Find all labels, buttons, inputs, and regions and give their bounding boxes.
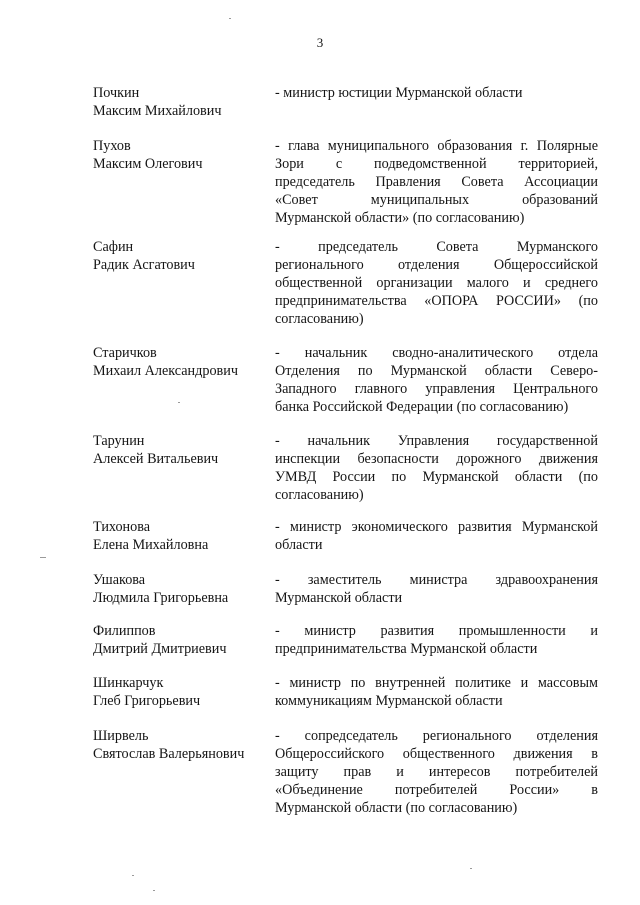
position-line: Мурманской области (по согласованию): [275, 800, 518, 816]
member-name: [93, 432, 268, 468]
member-position: [275, 622, 598, 658]
position-line: инспекции безопасности дорожного движения: [275, 451, 598, 467]
position-line: - министр развития промышленности и: [275, 623, 598, 639]
position-line: защиту прав и интересов потребителей: [275, 764, 598, 780]
member-name: [93, 518, 268, 554]
scan-speck: [178, 402, 180, 403]
position-line: Отделения по Мурманской области Северо-: [275, 363, 598, 379]
member-name: [93, 674, 268, 710]
member-given-names: Алексей Витальевич: [93, 451, 219, 467]
position-line: председатель Правления Совета Ассоциации: [275, 174, 598, 190]
position-line: - сопредседатель регионального отделения: [275, 728, 598, 744]
member-name: [93, 622, 268, 658]
member-given-names: Глеб Григорьевич: [93, 693, 201, 709]
position-line: банка Российской Федерации (по согласованию): [275, 399, 569, 415]
member-position: [275, 432, 598, 504]
position-line: «Объединение потребителей России» в: [275, 782, 598, 798]
member-surname: Филиппов: [93, 623, 156, 639]
member-position: [275, 518, 598, 554]
position-line: УМВД России по Мурманской области (по: [275, 469, 598, 485]
scan-speck: [470, 868, 472, 869]
member-given-names: Радик Асгатович: [93, 257, 195, 273]
position-line: - глава муниципального образования г. Полярные: [275, 138, 598, 154]
member-surname: Старичков: [93, 345, 157, 361]
member-surname: Почкин: [93, 85, 140, 101]
position-line: Зори с подведомственной территорией,: [275, 156, 598, 172]
member-surname: Ширвель: [93, 728, 149, 744]
position-line: регионального отделения Общероссийской: [275, 257, 598, 273]
member-given-names: Святослав Валерьянович: [93, 746, 245, 762]
member-surname: Сафин: [93, 239, 134, 255]
position-line: - начальник сводно-аналитического отдела: [275, 345, 598, 361]
position-line: предпринимательства Мурманской области: [275, 641, 538, 657]
member-position: [275, 84, 598, 102]
member-position: [275, 137, 598, 227]
position-line: области: [275, 537, 323, 553]
member-surname: Шинкарчук: [93, 675, 164, 691]
scan-speck: [153, 890, 155, 891]
member-given-names: Людмила Григорьевна: [93, 590, 229, 606]
scan-speck: [229, 18, 231, 19]
position-line: предпринимательства «ОПОРА РОССИИ» (по: [275, 293, 598, 309]
position-line: Мурманской области» (по согласованию): [275, 210, 525, 226]
member-name: [93, 137, 268, 173]
position-line: - председатель Совета Мурманского: [275, 239, 598, 255]
member-name: [93, 238, 268, 274]
member-position: [275, 727, 598, 817]
member-surname: Ушакова: [93, 572, 146, 588]
member-name: [93, 84, 268, 120]
member-surname: Тарунин: [93, 433, 145, 449]
position-line: - заместитель министра здравоохранения: [275, 572, 598, 588]
position-line: коммуникациям Мурманской области: [275, 693, 503, 709]
position-line: - начальник Управления государственной: [275, 433, 598, 449]
scan-speck: [40, 557, 46, 558]
position-line: - министр экономического развития Мурманской: [275, 519, 598, 535]
scan-speck: [132, 875, 134, 876]
member-surname: Тихонова: [93, 519, 151, 535]
position-line: Общероссийского общественного движения в: [275, 746, 598, 762]
member-name: [93, 344, 268, 380]
member-name: [93, 727, 268, 763]
position-line: Западного главного управления Центрального: [275, 381, 598, 397]
member-given-names: Максим Михайлович: [93, 103, 222, 119]
position-line: «Совет муниципальных образований: [275, 192, 598, 208]
position-line: - министр юстиции Мурманской области: [275, 85, 523, 101]
member-given-names: Михаил Александрович: [93, 363, 238, 379]
member-position: [275, 674, 598, 710]
page-number: 3: [316, 35, 324, 50]
position-line: общественной организации малого и среднего: [275, 275, 598, 291]
member-given-names: Елена Михайловна: [93, 537, 209, 553]
member-surname: Пухов: [93, 138, 131, 154]
position-line: Мурманской области: [275, 590, 403, 606]
position-line: согласованию): [275, 311, 364, 327]
position-line: - министр по внутренней политике и массовым: [275, 675, 598, 691]
member-position: [275, 344, 598, 416]
member-name: [93, 571, 268, 607]
position-line: согласованию): [275, 487, 364, 503]
member-given-names: Максим Олегович: [93, 156, 203, 172]
member-position: [275, 571, 598, 607]
member-position: [275, 238, 598, 328]
member-given-names: Дмитрий Дмитриевич: [93, 641, 227, 657]
